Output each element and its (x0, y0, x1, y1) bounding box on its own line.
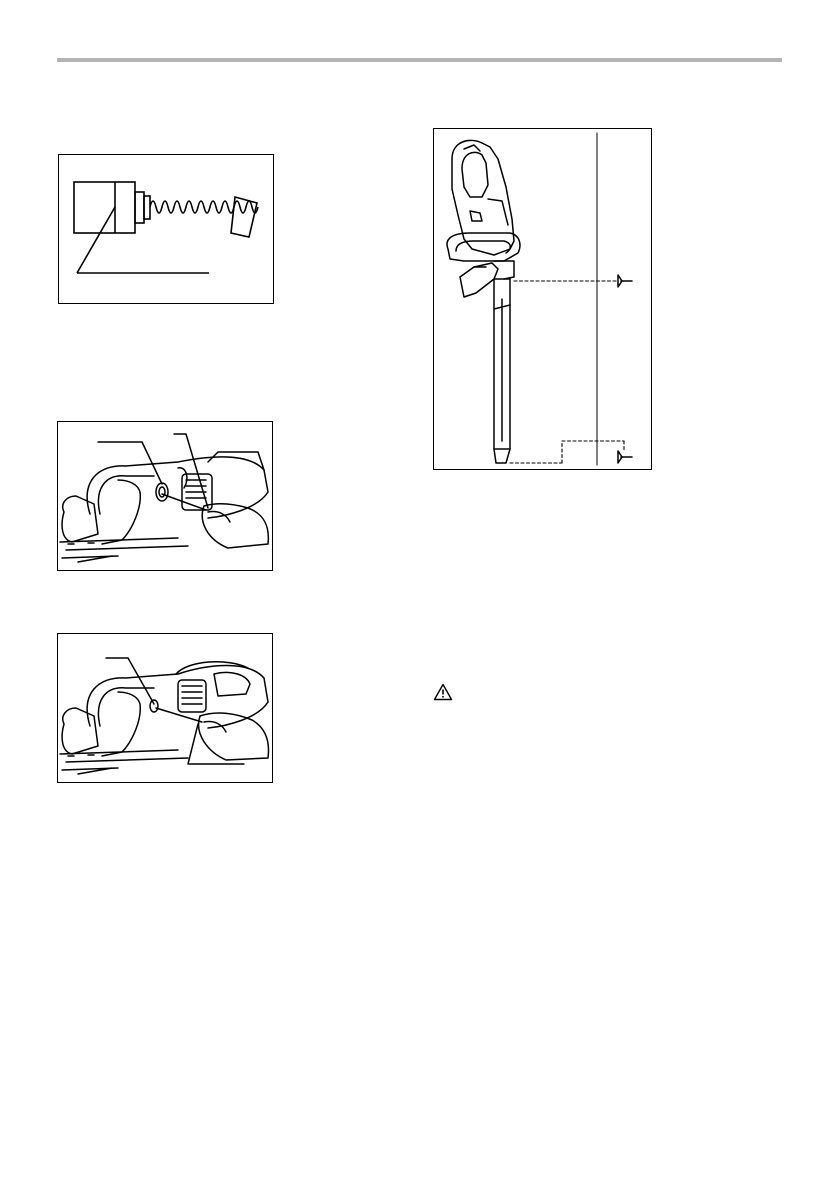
warning-triangle-icon (433, 683, 453, 701)
hedge-trimmer-screwdriver-illustration (58, 422, 271, 569)
brush-holder-cap-install-figure (57, 633, 273, 783)
header-rule (57, 58, 782, 62)
hedge-trimmer-screwdriver-illustration (58, 634, 271, 781)
carbon-brush-illustration (59, 155, 272, 302)
brush-holder-cap-removal-figure (57, 421, 273, 571)
blade-assembly-screws-figure (433, 128, 652, 470)
carbon-brush-figure (58, 154, 274, 304)
hedge-trimmer-side-view-illustration (434, 129, 650, 468)
